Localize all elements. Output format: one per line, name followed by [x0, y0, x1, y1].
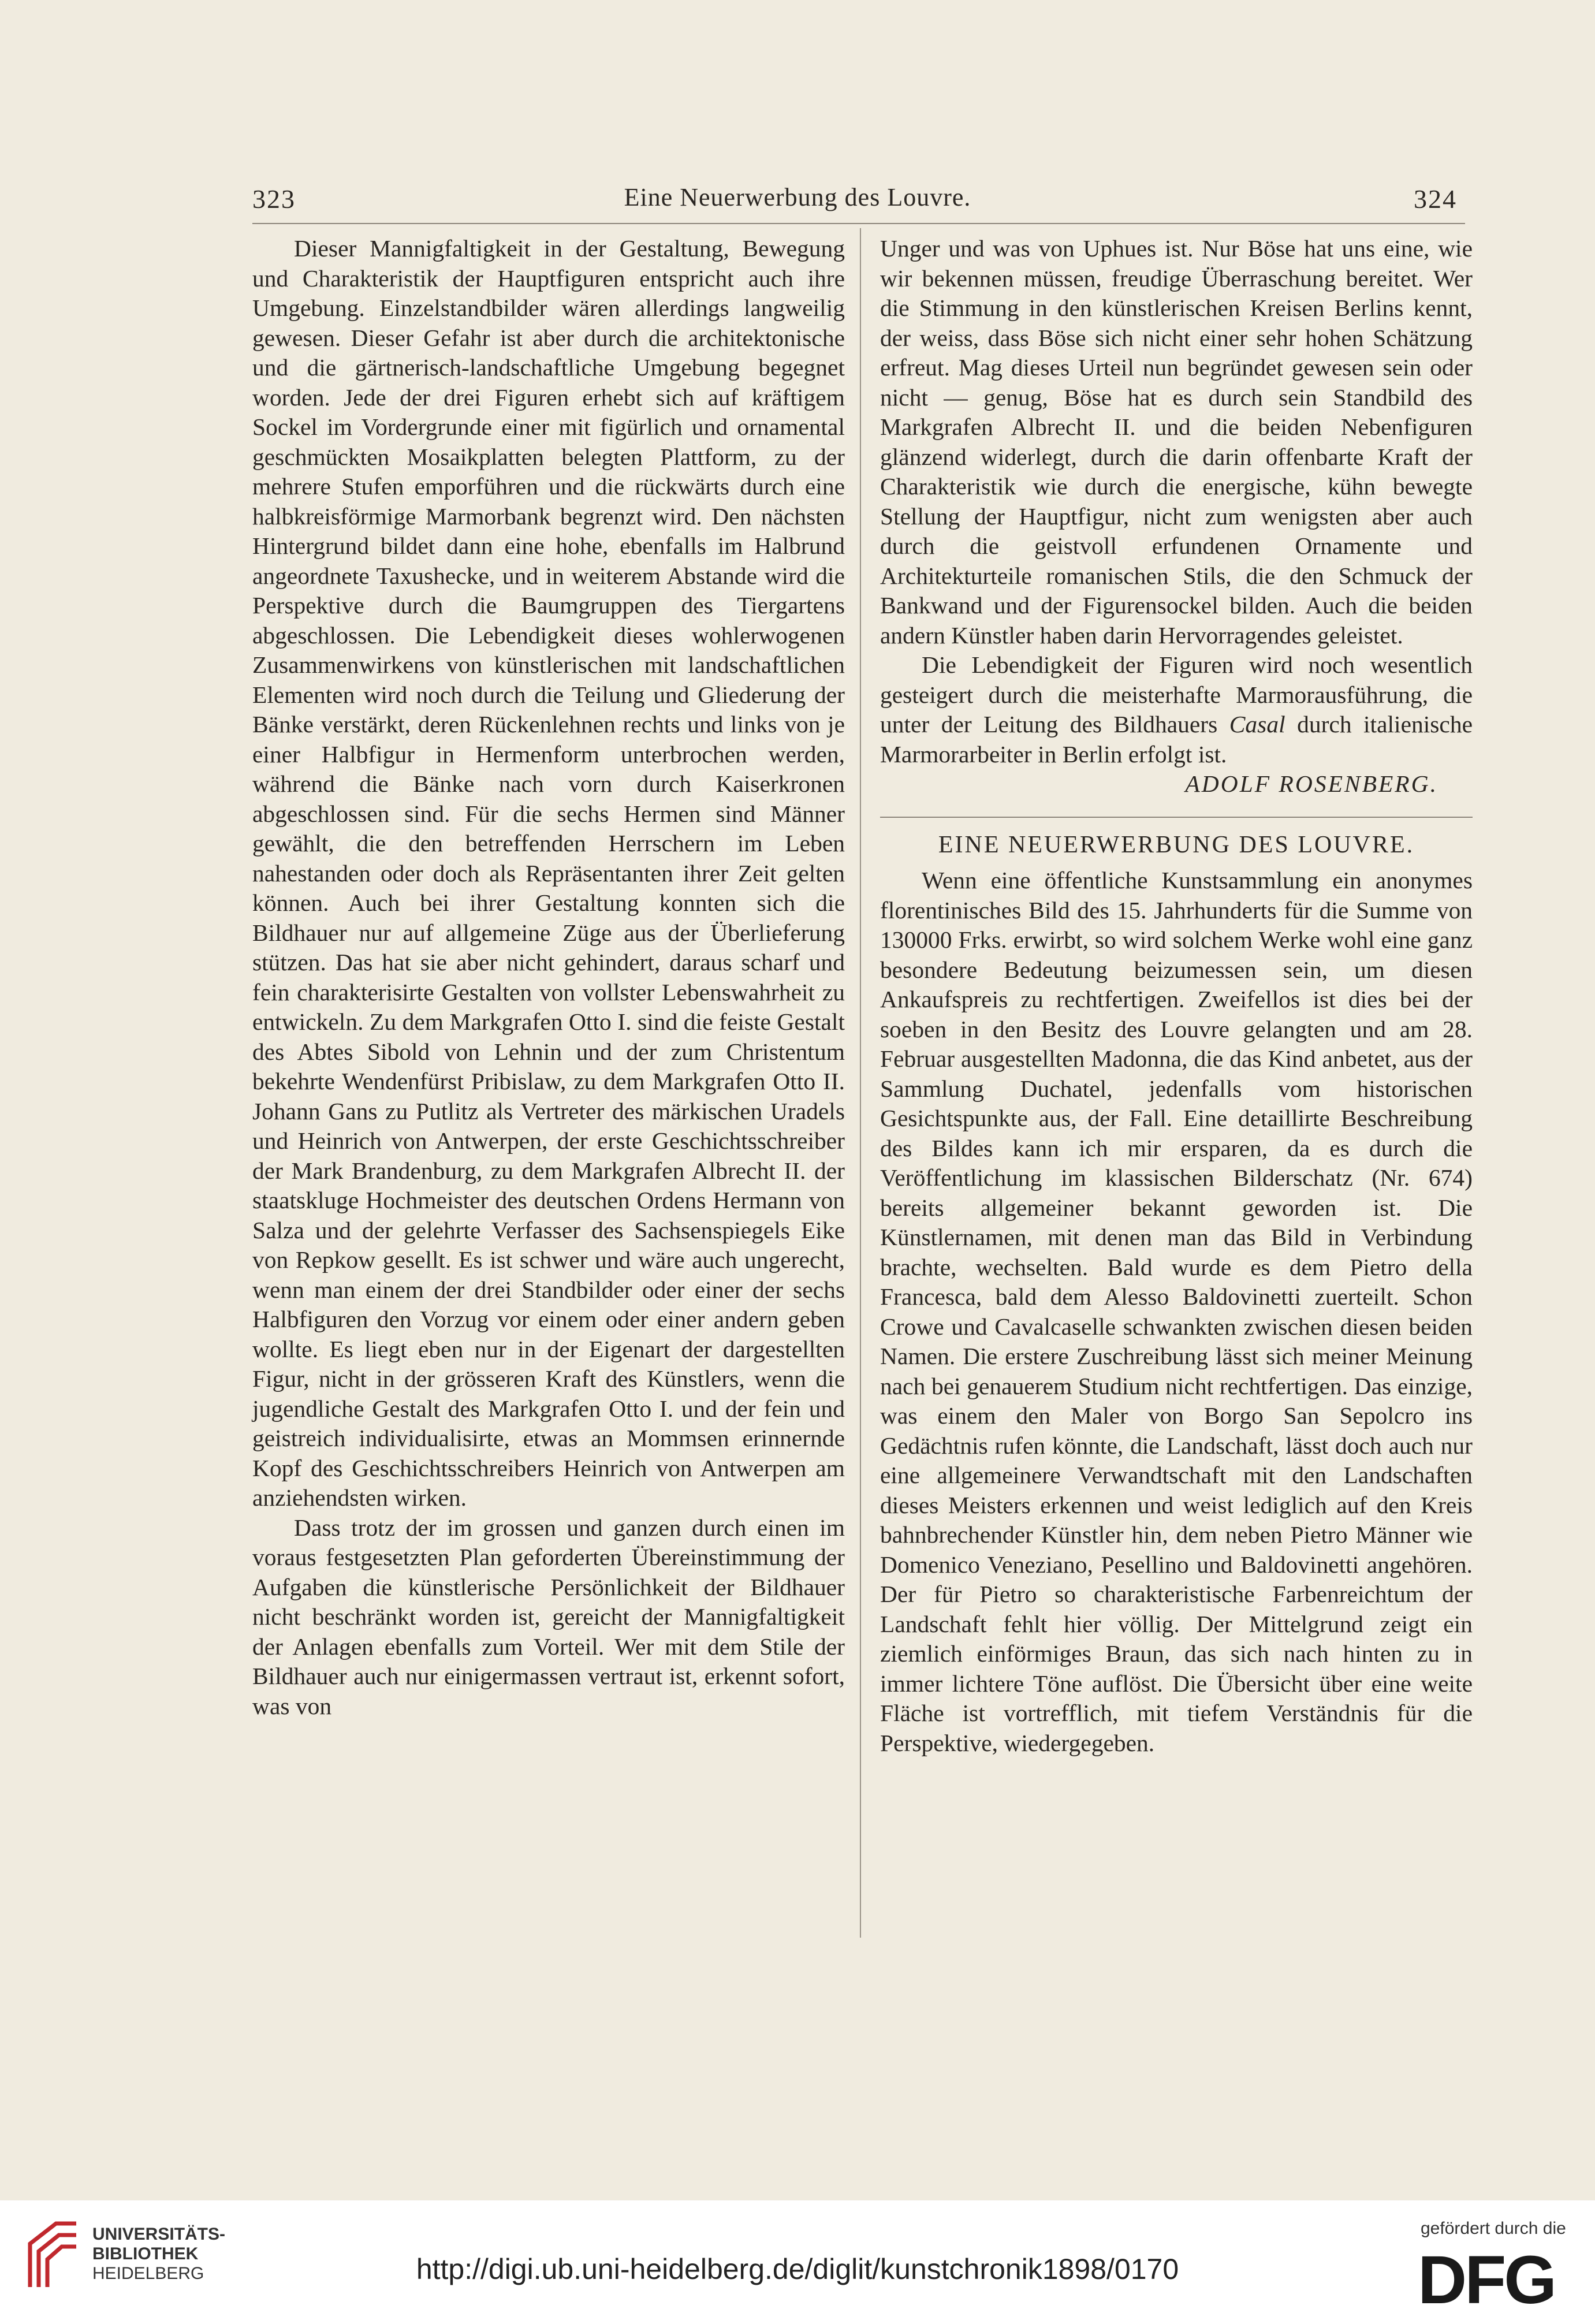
funding-note: gefördert durch die	[1421, 2219, 1566, 2238]
library-name-line2: BIBLIOTHEK	[92, 2244, 199, 2263]
left-paragraph-2: Dass trotz der im grossen und ganzen durch einen im voraus festgesetzten Plan geforderten Übereinstimmung der Aufgaben die künstlerische Persönlichkeit der Bildhauer nicht beschränkt worden ist, gereicht der Mannigfaltigkeit der Anlagen ebenfalls zum Vorteil. Wer mit dem Stile der Bildhauer auch nur einigermassen vertraut ist, erkennt sofort, was von	[252, 1514, 845, 1719]
section-heading: EINE NEUERWERBUNG DES LOUVRE.	[938, 831, 1415, 858]
right-paragraph-louvre: Wenn eine öffentliche Kunstsammlung ein anonymes florentinisches Bild des 15. Jahrhunderts für die Summe von 130000 Frks. erwirbt, so wird solchem Werke wohl eine ganz besondere Bedeutung beizumessen sein, um diesen Ankaufspreis zu rechtfertigen. Zweifellos ist dies bei der soeben in den Besitz des Louvre gelangten und am 28. Februar ausgestellten Madonna, die das Kind anbetet, aus der Sammlung Duchatel, jedenfalls vom historischen Gesichtspunkte aus, der Fall. Eine detaillirte Beschreibung des Bildes kann ich mir ersparen, da es durch die Veröffentlichung im klassischen Bilderschatz (Nr. 674) bereits allgemeiner bekannt geworden ist. Die Künstlernamen, mit denen man das Bild in Verbindung brachte, wechselten. Bald wurde es dem Pietro della Francesca, bald dem Alesso Baldovinetti zuerteilt. Schon Crowe und Cavalcaselle schwankten zwischen diesen beiden Namen. Die erstere Zuschreibung lässt sich meiner Meinung nach bei genauerem Studium nicht rechtfertigen. Das einzige, was einem den Maler von Borgo San Sepolcro ins Gedächtnis rufen könnte, die Landschaft, lässt doch auch nur eine allgemeinere Verwandtschaft mit den Landschaften dieses Meisters erkennen und weist lediglich auf den Kreis bahnbrechender Künstler hin, dem neben Pietro Männer wie Domenico Veneziano, Pesellino und Baldovinetti angehören. Der für Pietro so charakteristische Farbenreichtum der Landschaft fehlt hier völlig. Der Mittelgrund zeigt ein ziemlich einförmiges Braun, das sich nach hinten zu in immer lichtere Töne auflöst. Die Übersicht über eine weite Fläche ist vortrefflich, mit tiefem Verständnis für die Perspektive, wiedergegeben.	[880, 867, 1473, 1756]
right-paragraph-marble	[880, 650, 1473, 769]
section-separator	[880, 817, 1473, 818]
source-url-link[interactable]: http://digi.ub.uni-heidelberg.de/diglit/kunstchronik1898/0170	[416, 2253, 1179, 2285]
left-column	[252, 234, 845, 1721]
page-number-right: 324	[1414, 184, 1457, 214]
column-divider	[860, 228, 861, 1938]
dfg-logo-text: DFG	[1418, 2247, 1555, 2310]
marble-text-after: durch italienische Marmorarbeiter in Berlin erfolgt ist.	[880, 711, 1473, 768]
sculptor-name: Casal	[1229, 711, 1285, 738]
right-paragraph-continuation: Unger und was von Uphues ist. Nur Böse hat uns eine, wie wir bekennen müssen, freudige Überraschung bereitet. Wer die Stimmung in den künstlerischen Kreisen Berlins kennt, der weiss, dass Böse sich nicht einer sehr hohen Schätzung erfreut. Mag dieses Urteil nun begründet gewesen sein oder nicht — genug, Böse hat es durch sein Standbild des Markgrafen Albrecht II. und die beiden Nebenfiguren glänzend widerlegt, durch die darin offenbarte Kraft der Charakteristik wie durch die energische, kühn bewegte Stellung der Hauptfigur, nicht zum wenigsten aber auch durch die geistvoll erfundenen Ornamente und Architekturteile romanischen Stils, die den Schmuck der Bankwand und der Figurensockel bilden. Auch die beiden andern Künstler haben darin Hervorragendes geleistet.	[880, 235, 1473, 649]
dfg-logo-icon	[1418, 2247, 1568, 2310]
right-column	[880, 234, 1473, 1758]
header-rule	[252, 223, 1465, 224]
author-signature: ADOLF ROSENBERG.	[1185, 770, 1438, 797]
left-paragraph-1: Dieser Mannigfaltigkeit in der Gestaltung, Bewegung und Charakteristik der Hauptfiguren entspricht auch ihre Umgebung. Einzelstandbilder wären allerdings langweilig gewesen. Dieser Gefahr ist aber durch die architektonische und die gärtnerisch-landschaftliche Umgebung begegnet worden. Jede der drei Figuren erhebt sich auf kräftigem Sockel im Vordergrunde einer mit figürlich und ornamental geschmückten Mosaikplatten belegten Plattform, zu der mehrere Stufen emporführen und die rückwärts durch eine halbkreisförmige Marmorbank begrenzt wird. Den nächsten Hintergrund bildet dann eine hohe, ebenfalls im Halbrund angeordnete Taxushecke, und in weiterem Abstande wird die Perspektive durch die Baumgruppen des Tiergartens abgeschlossen. Die Lebendigkeit dieses wohlerwogenen Zusammenwirkens von künstlerischen mit landschaftlichen Elementen wird noch durch die Teilung und Gliederung der Bänke verstärkt, deren Rückenlehnen rechts und links von je einer Halbfigur in Hermenform unterbrochen werden, während die Bänke nach vorn durch Kaiserkronen abgeschlossen sind. Für die sechs Hermen sind Männer gewählt, die den betreffenden Herrschern im Leben nahestanden oder doch als Repräsentanten ihrer Zeit gelten können. Auch bei ihrer Gestaltung konnten sich die Bildhauer nur auf allgemeine Züge aus der Überlieferung stützen. Das hat sie aber nicht gehindert, daraus scharf und fein charakterisirte Gestalten von vollster Lebenswahrheit zu entwickeln. Zu dem Markgrafen Otto I. sind die feiste Gestalt des Abtes Sibold von Lehnin und der zum Christentum bekehrte Wendenfürst Pribislaw, zu dem Markgrafen Otto II. Johann Gans zu Putlitz als Vertreter des märkischen Uradels und Heinrich von Antwerpen, der erste Geschichtsschreiber der Mark Brandenburg, zu dem Markgrafen Albrecht II. der staatskluge Hochmeister des deutschen Ordens Hermann von Salza und der gelehrte Verfasser des Sachsenspiegels Eike von Repkow gesellt. Es ist schwer und wäre auch ungerecht, wenn man einem der drei Standbilder oder einer der sechs Halbfiguren den Vorzug vor einem oder einer andern geben wollte. Es liegt eben nur in der Eigenart der dargestellten Figur, nicht in der grösseren Kraft des Künstlers, wenn die jugendliche Gestalt des Markgrafen Otto I. und der fein und geistreich individualisirte, etwas an Mommsen erinnernde Kopf des Geschichtsschreibers Heinrich von Antwerpen am anziehendsten wirken.	[252, 235, 845, 1511]
page-number-left: 323	[252, 184, 296, 214]
library-name-line3: HEIDELBERG	[92, 2264, 204, 2283]
running-title: Eine Neuerwerbung des Louvre.	[624, 183, 971, 211]
library-name-line1: UNIVERSITÄTS-	[92, 2225, 226, 2244]
marble-text-before: Die Lebendigkeit der Figuren wird noch wesentlich gesteigert durch die meisterhafte Marmorausführung, die unter der Leitung des Bildhauers	[880, 651, 1473, 738]
